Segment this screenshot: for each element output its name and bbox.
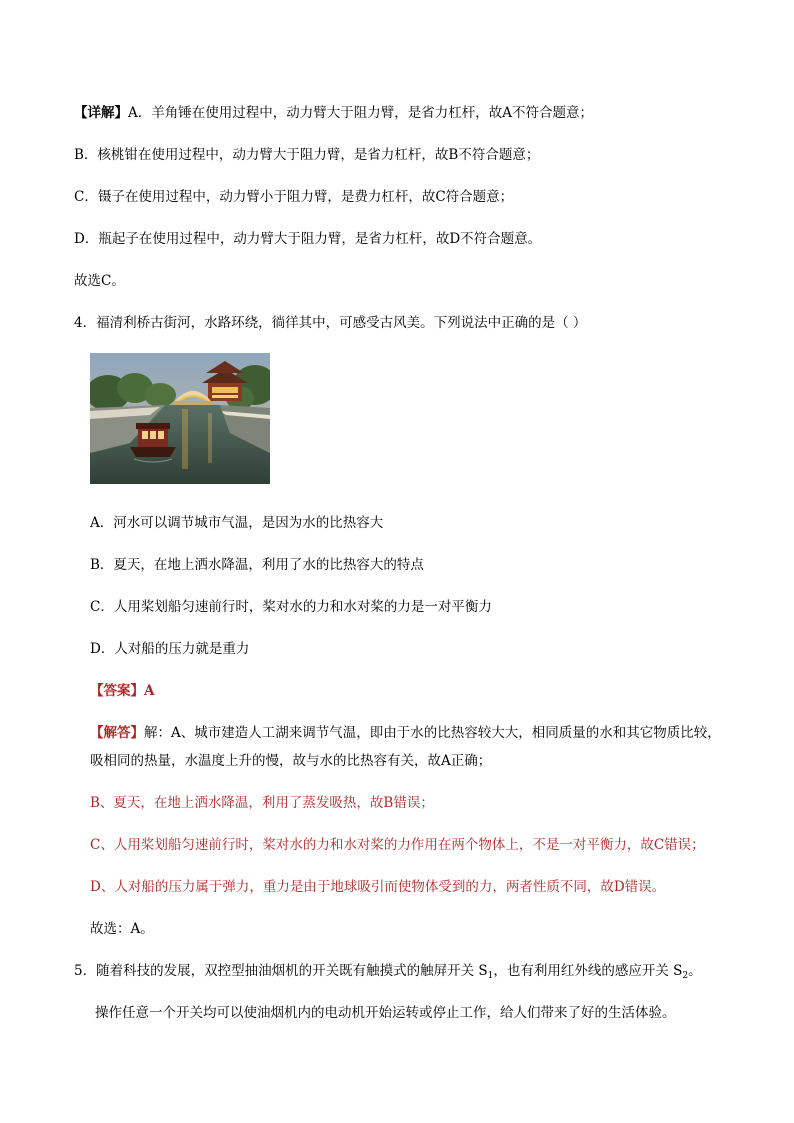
detail-text: A．羊角锤在使用过程中，动力臂大于阻力臂，是省力杠杆，故A不符合题意；: [128, 105, 593, 121]
canal-scene-illustration: [90, 353, 270, 484]
question5-stem-part3: 。: [688, 963, 702, 979]
analysis-label: 【解答】: [90, 725, 144, 741]
subscript-1: 1: [487, 971, 494, 981]
detail-line-a: [74, 104, 593, 122]
option-a: A．河水可以调节城市气温，是因为水的比热容大: [90, 515, 384, 531]
option-d: D．人对船的压力就是重力: [90, 641, 250, 657]
question5-line2: 操作任意一个开关均可以使油烟机内的电动机开始运转或停止工作，给人们带来了好的生活体验。: [95, 1005, 676, 1021]
question4-stem: 4．福清利桥古街河，水路环绕，徜徉其中，可感受古风美。下列说法中正确的是（ ）: [74, 315, 587, 331]
answer-line: [90, 682, 154, 700]
analysis-b: B、夏天，在地上洒水降温，利用了蒸发吸热，故B错误；: [90, 795, 434, 811]
detail-line-d: D．瓶起子在使用过程中，动力臂大于阻力臂，是省力杠杆，故D不符合题意。: [74, 231, 542, 247]
answer-value: A: [144, 683, 155, 699]
analysis-text-1: 解：A、城市建造人工湖来调节气温，即由于水的比热容较大大，相同质量的水和其它物质比较，: [144, 725, 721, 741]
question5-stem-part2: ，也有利用红外线的感应开关 S: [493, 963, 683, 979]
question5-stem-part1: 5．随着科技的发展，双控型抽油烟机的开关既有触摸式的触屏开关 S: [74, 963, 488, 979]
detail-line-c: C．镊子在使用过程中，动力臂小于阻力臂，是费力杠杆，故C符合题意；: [74, 189, 514, 205]
answer-label: 【答案】: [90, 683, 144, 699]
analysis-line-1: [90, 724, 721, 742]
analysis-conclusion: 故选：A。: [90, 921, 154, 937]
detail-conclusion: 故选C。: [74, 273, 125, 289]
option-b: B．夏天，在地上洒水降温，利用了水的比热容大的特点: [90, 557, 424, 573]
analysis-c: C、人用桨划船匀速前行时，桨对水的力和水对桨的力作用在两个物体上，不是一对平衡力，故C错误；: [90, 837, 705, 853]
question5-stem: [74, 962, 702, 980]
detail-label: 【详解】: [74, 105, 128, 121]
subscript-2: 2: [682, 971, 689, 981]
analysis-line-2: 吸相同的热量，水温度上升的慢，故与水的比热容有关，故A正确；: [90, 753, 492, 769]
option-c: C．人用桨划船匀速前行时，桨对水的力和水对桨的力是一对平衡力: [90, 599, 492, 615]
detail-line-b: B．核桃钳在使用过程中，动力臂大于阻力臂，是省力杠杆，故B不符合题意；: [74, 147, 540, 163]
canal-photo: [90, 353, 270, 484]
analysis-d: D、人对船的压力属于弹力，重力是由于地球吸引而使物体受到的力，两者性质不同，故D错误。: [90, 879, 666, 895]
